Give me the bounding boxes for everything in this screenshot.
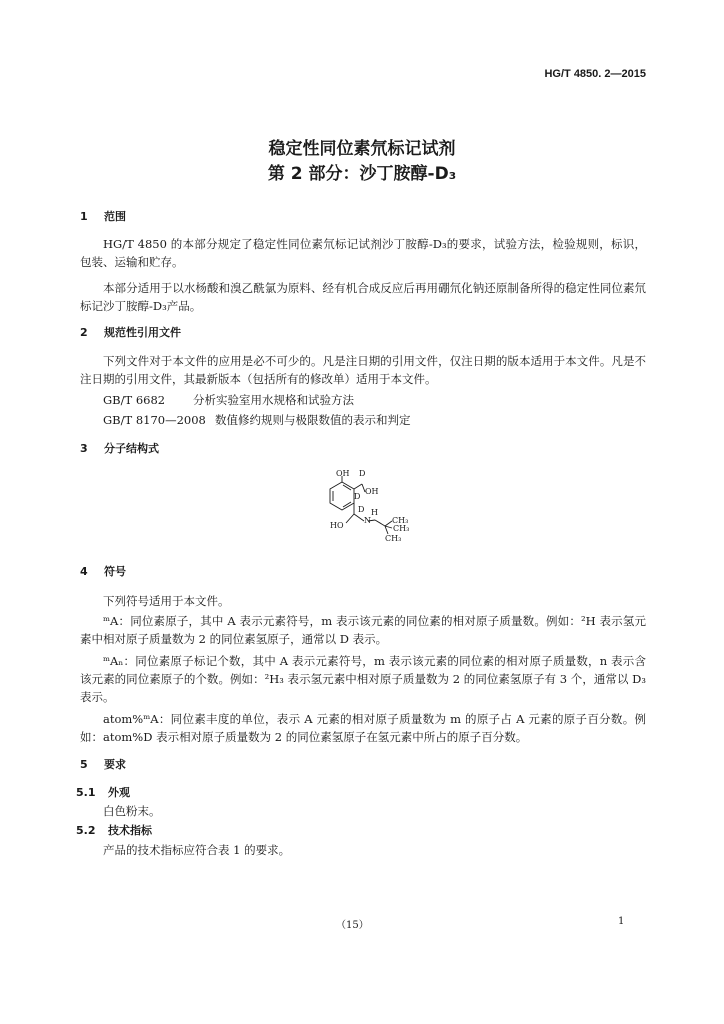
structure-label: OH bbox=[336, 469, 350, 478]
structure-label: H bbox=[371, 508, 378, 517]
structure-label: OH bbox=[365, 487, 379, 496]
section-2-paragraph: 下列文件对于本文件的应用是必不可少的。凡是注日期的引用文件，仅注日期的版本适用于本文件。凡是不注日期的引用文件，其最新版本（包括所有的修改单）适用于本文件。 bbox=[80, 354, 646, 386]
section-title: 范围 bbox=[104, 210, 126, 223]
subsection-5-2-heading bbox=[76, 822, 152, 838]
reference-code: GB/T 6682 bbox=[103, 393, 166, 407]
section-number: 4 bbox=[80, 565, 88, 578]
section-4-heading bbox=[80, 563, 126, 579]
subsection-5-1-heading bbox=[76, 784, 130, 800]
section-number: 5 bbox=[80, 758, 88, 771]
section-title: 要求 bbox=[104, 758, 126, 771]
symbol-definition-3: atom%ᵐA：同位素丰度的单位，表示 A 元素的相对原子质量数为 m 的原子占 A 元素的原子百分数。例如：atom%D 表示相对原子质量数为 2 的同位素氢原子在氢元素中所占的原子百分数。 bbox=[80, 712, 646, 744]
structure-label: HO bbox=[330, 521, 344, 530]
reference-title: 数值修约规则与极限数值的表示和判定 bbox=[215, 413, 411, 427]
symbol-definition-2: ᵐAₙ：同位素原子标记个数，其中 A 表示元素符号，m 表示该元素的同位素的相对原子质量数，n 表示含该元素的同位素原子的个数。例如：²H₃ 表示氢元素中相对原子质量数为 2 的同位素氢原子有 3 个，通常以 D₃ 表示。 bbox=[80, 654, 646, 704]
section-number: 2 bbox=[80, 326, 88, 339]
document-subtitle: 第 2 部分：沙丁胺醇-D₃ bbox=[267, 164, 457, 184]
appearance-text: 白色粉末。 bbox=[103, 804, 161, 818]
technical-index-text: 产品的技术指标应符合表 1 的要求。 bbox=[103, 843, 291, 857]
section-title: 分子结构式 bbox=[104, 442, 159, 455]
reference-code: GB/T 8170—2008 bbox=[103, 413, 206, 427]
section-title: 规范性引用文件 bbox=[104, 326, 181, 339]
section-5-heading bbox=[80, 756, 126, 772]
section-2-heading bbox=[80, 324, 181, 340]
structure-label: D bbox=[359, 469, 366, 478]
section-number: 1 bbox=[80, 210, 88, 223]
section-1-paragraph-1: HG/T 4850 的本部分规定了稳定性同位素氘标记试剂沙丁胺醇-D₃的要求，试验方法，检验规则，标识，包装、运输和贮存。 bbox=[80, 237, 646, 269]
subsection-number: 5.1 bbox=[76, 786, 96, 799]
structure-label: CH₃ bbox=[392, 516, 409, 525]
benzene-ring bbox=[330, 482, 354, 510]
reference-title: 分析实验室用水规格和试验方法 bbox=[193, 393, 354, 407]
section-1-paragraph-2: 本部分适用于以水杨酸和溴乙酰氯为原料、经有机合成反应后再用硼氘化钠还原制备所得的稳定性同位素氘标记沙丁胺醇-D₃产品。 bbox=[80, 281, 646, 313]
subsection-number: 5.2 bbox=[76, 824, 96, 837]
section-3-heading bbox=[80, 440, 159, 456]
page-number-right: 1 bbox=[618, 916, 625, 927]
structure-label: D bbox=[358, 505, 365, 514]
subsection-title: 技术指标 bbox=[108, 824, 152, 837]
structure-label: CH₃ bbox=[393, 524, 410, 533]
structure-label: D bbox=[354, 492, 361, 501]
symbol-definition-1: ᵐA：同位素原子，其中 A 表示元素符号，m 表示该元素的同位素的相对原子质量数。例如：²H 表示氢元素中相对原子质量数为 2 的同位素氢原子，通常以 D 表示。 bbox=[80, 614, 646, 646]
document-title: 稳定性同位素氘标记试剂 bbox=[268, 139, 456, 159]
structure-label: CH₃ bbox=[385, 534, 402, 543]
section-4-intro: 下列符号适用于本文件。 bbox=[103, 594, 230, 608]
reference-item bbox=[103, 412, 411, 428]
page-number-center: （15） bbox=[336, 920, 369, 931]
reference-item bbox=[103, 392, 354, 408]
section-number: 3 bbox=[80, 442, 88, 455]
standard-number: HG/T 4850. 2—2015 bbox=[544, 68, 646, 80]
structure-label: N bbox=[364, 516, 371, 525]
section-title: 符号 bbox=[104, 565, 126, 578]
molecular-structure bbox=[312, 464, 412, 552]
subsection-title: 外观 bbox=[108, 786, 130, 799]
section-1-heading bbox=[80, 208, 126, 224]
